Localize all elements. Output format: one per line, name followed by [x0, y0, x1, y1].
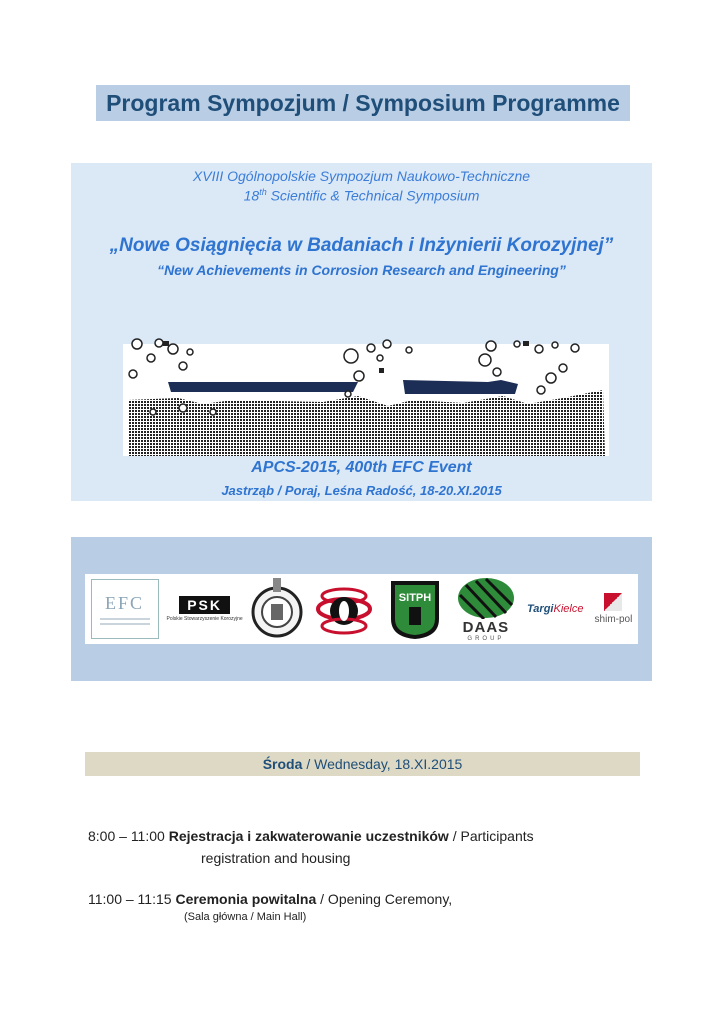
agenda-time: 8:00 – 11:00 [88, 828, 165, 844]
sponsor-logos-section [71, 537, 652, 681]
day-date: / Wednesday, 18.XI.2015 [306, 756, 463, 772]
agenda-continuation: registration and housing [201, 850, 351, 866]
agenda-venue: (Sala główna / Main Hall) [184, 911, 307, 923]
agenda-item-opening [88, 891, 452, 907]
efc-logo: EFC [91, 579, 159, 639]
agenda-title-en: / Opening Ceremony, [320, 891, 453, 907]
agenda-item-registration [88, 828, 534, 844]
svg-text:SITPH: SITPH [398, 592, 432, 604]
agenda-title-en: / Participants [452, 828, 534, 844]
page-title: Program Sympozjum / Symposium Programme [96, 85, 630, 121]
day-name-pl: Środa [262, 756, 303, 772]
sponsor-logos-strip [85, 574, 638, 644]
symposium-title-en: “New Achievements in Corrosion Research and Engineering” [157, 262, 566, 278]
agenda-title-pl: Ceremonia powitalna [175, 891, 317, 907]
daas-group-logo: DAAS GROUP [456, 577, 516, 642]
symposium-subtitle-en: 18th Scientific & Technical Symposium [243, 187, 480, 204]
emblem-logo [314, 576, 374, 642]
corrosion-illustration [123, 338, 609, 458]
event-name: APCS-2015, 400th EFC Event [251, 459, 472, 476]
agenda-time: 11:00 – 11:15 [88, 891, 172, 907]
symposium-header [71, 163, 652, 501]
shim-pol-logo: shim-pol [595, 593, 633, 625]
symposium-subtitle-pl: XVIII Ogólnopolskie Sympozjum Naukowo-Techniczne [192, 168, 531, 184]
sitph-logo [385, 577, 445, 641]
agenda-title-pl: Rejestracja i zakwaterowanie uczestników [168, 828, 449, 844]
targi-kielce-logo: Targi Kielce [527, 603, 584, 615]
event-location: Jastrząb / Poraj, Leśna Radość, 18-20.XI.2015 [221, 483, 502, 498]
symposium-title-pl: „Nowe Osiągnięcia w Badaniach i Inżynierii Korozyjnej” [109, 235, 614, 256]
day-header [85, 752, 640, 776]
psk-logo: PSK Polskie Stowarzyszenie Korozyjne [166, 597, 243, 622]
czestochowa-university-logo [251, 576, 303, 642]
